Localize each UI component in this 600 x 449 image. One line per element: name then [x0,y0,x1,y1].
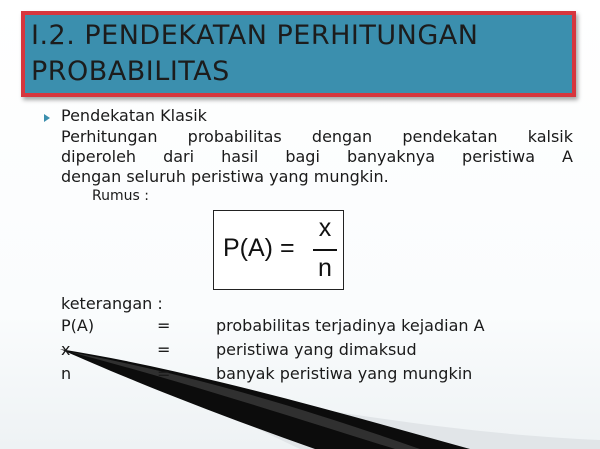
bullet-heading: Pendekatan Klasik [61,106,207,125]
paragraph-line-1: Perhitungan probabilitas dengan pendekatan kalsik [61,127,573,146]
definition-equals: = [157,316,171,335]
formula-numerator: x [318,214,332,242]
formula-denominator: n [318,254,332,282]
definition-meaning: banyak peristiwa yang mungkin [216,364,473,383]
paragraph-line-3: dengan seluruh peristiwa yang mungkin. [61,167,389,186]
paragraph-line-2: diperoleh dari hasil bagi banyaknya peristiwa A [61,147,573,166]
triangle-right-icon [44,114,50,122]
definition-term: x [61,340,71,359]
definition-term: P(A) [61,316,95,335]
definition-meaning: peristiwa yang dimaksud [216,340,417,359]
keterangan-label: keterangan : [61,294,163,313]
fraction-bar [313,249,337,251]
slide-title-line-1: I.2. PENDEKATAN PERHITUNGAN [31,20,479,51]
slide-title-line-2: PROBABILITAS [31,56,230,87]
formula-box [213,210,344,290]
formula-lhs: P(A) = [223,234,295,262]
definition-meaning: probabilitas terjadinya kejadian A [216,316,485,335]
definition-equals: = [157,340,171,359]
rumus-label: Rumus : [92,188,149,204]
definition-equals: = [157,364,171,383]
description-paragraph [61,127,573,187]
definition-term: n [61,364,72,383]
title-banner [21,11,576,97]
slide-title [31,18,478,90]
